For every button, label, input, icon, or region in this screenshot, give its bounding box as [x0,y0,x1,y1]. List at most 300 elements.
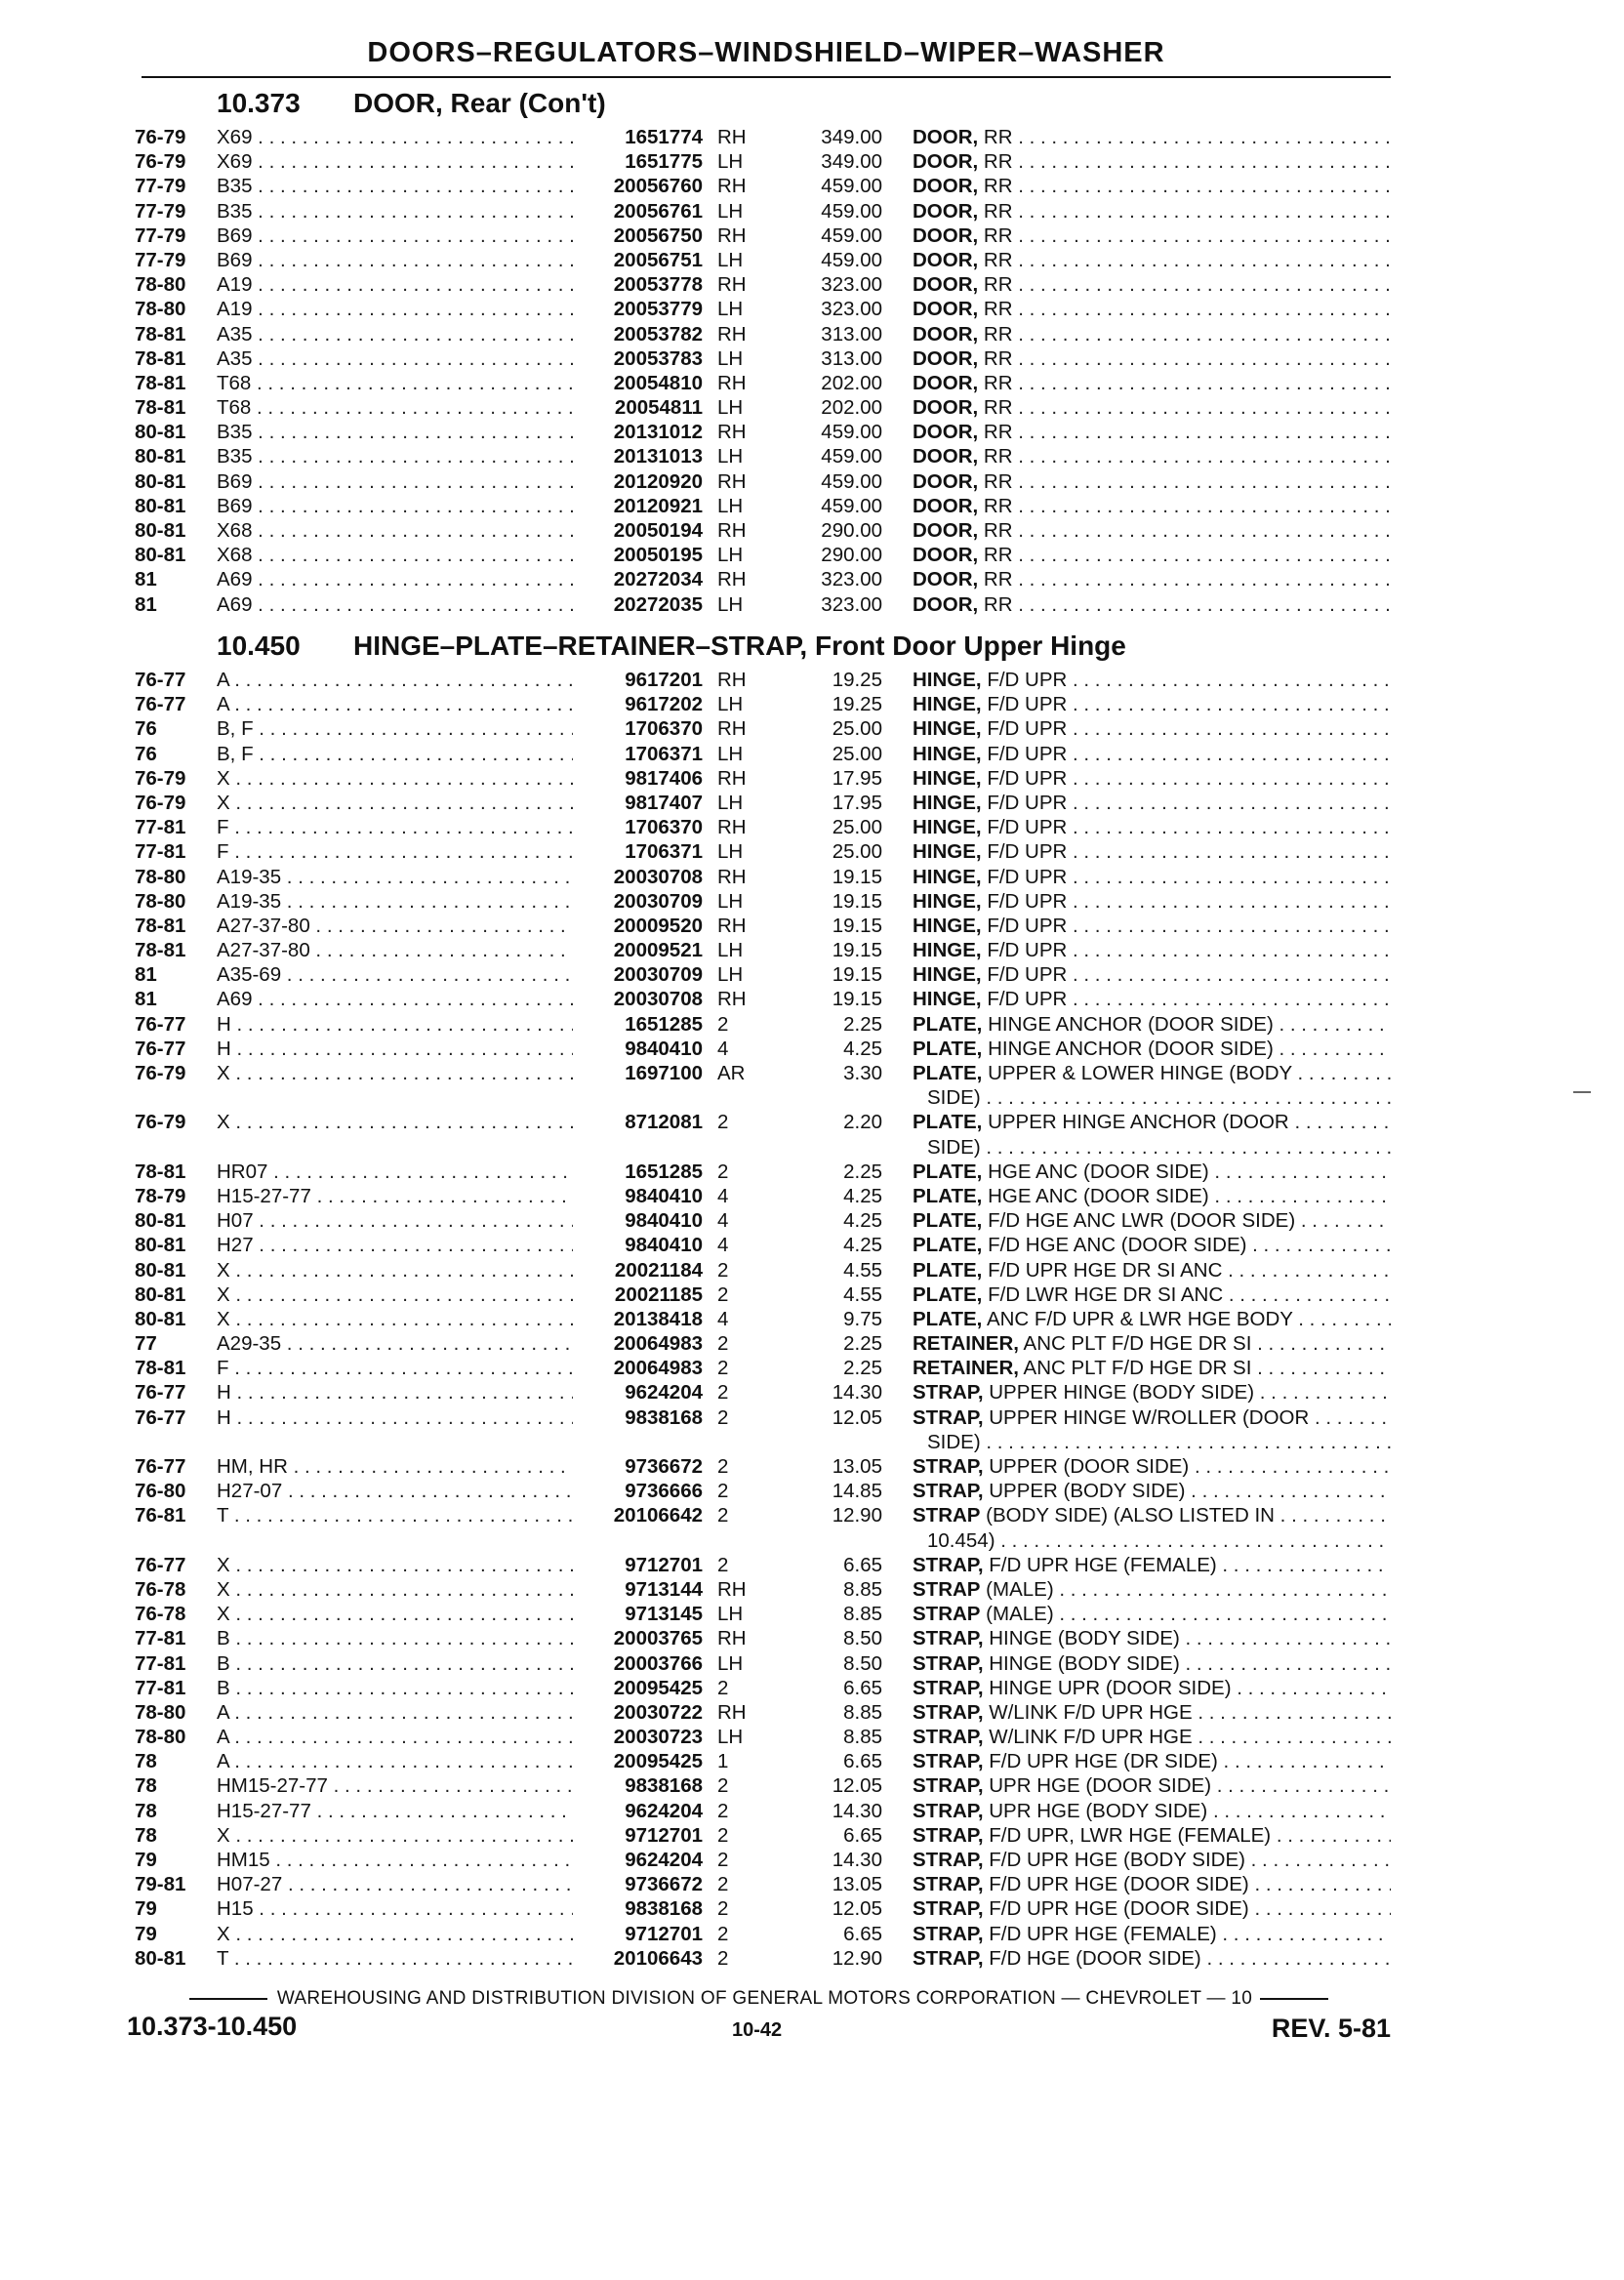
part-description [913,543,1391,567]
part-number: 20030723 [610,1725,703,1749]
part-description [913,1233,1391,1257]
part-description-keyword: HINGE, [913,766,982,790]
part-description-keyword: HINGE, [913,865,982,888]
list-price: 202.00 [821,396,882,420]
part-description [913,742,1391,766]
part-description-text: RR [978,150,1013,174]
part-description-keyword: DOOR, [913,421,979,444]
part-description-text: F/D UPR HGE (FEMALE) [983,1553,1217,1576]
model-years: 80-81 [135,445,186,468]
table-row-continuation [0,1528,1624,1553]
part-description-keyword: HINGE, [913,914,982,937]
part-number: 9617202 [621,692,703,716]
list-price: 4.25 [843,1184,882,1207]
list-price: 19.15 [832,914,882,937]
footer-section-range: 10.373-10.450 [127,2012,298,2041]
model-codes: H . . . [217,1380,573,1405]
model-years: 78-80 [135,273,186,297]
list-price: 4.55 [843,1282,882,1306]
part-description [913,149,1391,174]
part-number: 20064983 [610,1356,703,1380]
list-price: 6.65 [843,1553,882,1576]
part-description-text: RR [978,519,1013,542]
quantity: LH [717,693,744,716]
part-description [913,1184,1391,1208]
table-row [0,1208,1624,1233]
part-description-keyword: HINGE, [913,717,982,741]
table-row-continuation [0,1135,1624,1160]
model-years: 78-79 [135,1184,186,1207]
part-description-keyword: HINGE, [913,669,982,691]
part-description [913,1380,1391,1405]
model-years: 76-77 [135,693,186,716]
model-years: 76-79 [135,1062,186,1084]
part-number: 9736672 [621,1454,703,1479]
list-price: 12.90 [832,1946,882,1970]
part-description [913,1454,1391,1479]
list-price: 19.25 [832,669,882,691]
list-price: 13.05 [832,1873,882,1896]
list-price: 9.75 [843,1307,882,1330]
model-years: 76-79 [135,126,186,148]
part-number: 20095425 [610,1676,703,1700]
part-number: 20030709 [610,962,703,987]
part-description-keyword: PLATE, [913,1037,983,1060]
list-price: 13.05 [832,1455,882,1478]
model-years: 80-81 [135,519,186,542]
part-description-keyword: HINGE, [913,939,982,962]
part-description-text: RR [978,273,1013,297]
list-price: 313.00 [821,346,882,370]
footer-organization: WAREHOUSING AND DISTRIBUTION DIVISION OF GENERAL MOTORS CORPORATION — CHEVROLET — 10 [127,1988,1391,2010]
list-price: 202.00 [821,371,882,394]
part-description [913,865,1391,889]
part-description-text: F/D UPR [981,766,1068,790]
part-description-text: UPPER (BODY SIDE) [983,1480,1186,1503]
part-description [913,1282,1391,1307]
part-description-keyword: STRAP, [913,1405,984,1429]
table-row [0,1307,1624,1331]
table-row-continuation [0,1085,1624,1110]
part-description-keyword: STRAP, [913,1700,984,1724]
part-description-text: W/LINK F/D UPR HGE [983,1726,1193,1749]
part-description [913,938,1391,962]
model-years: 80-81 [135,1282,186,1306]
quantity: RH [717,1700,747,1724]
table-row [0,224,1624,248]
table-row [0,1749,1624,1773]
quantity: LH [717,963,744,987]
part-number: 9840410 [621,1208,703,1233]
table-row [0,1799,1624,1823]
table-row [0,1848,1624,1872]
table-row [0,1896,1624,1921]
table-row [0,1012,1624,1037]
part-description-continuation: 10.454) . . . [927,1528,1391,1553]
part-description-text: RR [978,175,1013,198]
quantity: LH [717,1651,744,1675]
part-description-keyword: DOOR, [913,126,979,148]
table-row [0,716,1624,741]
model-codes: B35 . . . [217,420,573,444]
part-description-keyword: STRAP, [913,1774,984,1798]
list-price: 4.25 [843,1209,882,1233]
model-years: 78-80 [135,1726,186,1749]
model-codes: X . . . [217,1061,573,1085]
part-description-text: RR [978,494,1013,517]
part-description [913,371,1391,395]
part-description-keyword: STRAP, [913,1627,984,1650]
part-number: 20131012 [610,420,703,444]
model-codes: T . . . [217,1503,573,1527]
part-description [913,1823,1391,1848]
list-price: 12.90 [832,1504,882,1527]
part-description-text: F/D UPR [981,816,1068,839]
table-row [0,1233,1624,1257]
model-codes: H15-27-77 . . . [217,1184,573,1208]
list-price: 2.25 [843,1012,882,1036]
quantity: RH [717,717,747,741]
quantity: 2 [717,1774,729,1798]
part-description-keyword: STRAP, [913,1651,984,1675]
list-price: 459.00 [821,248,882,271]
table-row [0,1725,1624,1749]
model-years: 76-77 [135,669,186,691]
part-description [913,494,1391,518]
model-codes: X68 . . . [217,518,573,543]
model-years: 80-81 [135,469,186,493]
part-description [913,1922,1391,1946]
part-description-text: ANC PLT F/D HGE DR SI [1018,1357,1252,1380]
part-description [913,716,1391,741]
quantity: RH [717,914,747,937]
part-description-keyword: DOOR, [913,298,979,321]
list-price: 17.95 [832,766,882,790]
page-header [142,35,1391,78]
model-years: 76-78 [135,1603,186,1626]
part-number: 1706371 [621,742,703,766]
model-codes: H . . . [217,1405,573,1430]
part-number: 20138418 [610,1307,703,1331]
part-number: 20050195 [610,543,703,567]
model-years: 77-81 [135,1676,186,1699]
part-description [913,1773,1391,1798]
part-description [913,1896,1391,1921]
part-description [913,322,1391,346]
quantity: RH [717,469,747,493]
model-years: 78-81 [135,939,186,962]
part-description-text: HINGE UPR (DOOR SIDE) [983,1676,1232,1699]
part-number: 9624204 [621,1848,703,1872]
quantity: 2 [717,1455,729,1478]
quantity: LH [717,199,744,223]
list-price: 459.00 [821,421,882,444]
model-codes: A27-37-80 . . . [217,938,573,962]
quantity: RH [717,1627,747,1650]
part-description-keyword: PLATE, [913,1012,983,1036]
table-row [0,1946,1624,1971]
model-codes: X . . . [217,1307,573,1331]
part-number: 9736672 [621,1872,703,1896]
part-description-keyword: STRAP, [913,1750,984,1773]
quantity: LH [717,396,744,420]
part-number: 8712081 [621,1110,703,1134]
part-description-keyword: HINGE, [913,693,982,716]
model-codes: B69 . . . [217,224,573,248]
list-price: 459.00 [821,469,882,493]
model-codes: HR07 . . . [217,1160,573,1184]
model-years: 77-79 [135,175,186,198]
quantity: RH [717,988,747,1011]
part-description-keyword: DOOR, [913,371,979,394]
part-description [913,1626,1391,1650]
part-number: 9840410 [621,1037,703,1061]
model-codes: A19 . . . [217,272,573,297]
part-description [913,791,1391,815]
part-description [913,346,1391,371]
model-years: 76-79 [135,791,186,814]
part-description [913,1307,1391,1331]
table-row [0,248,1624,272]
model-codes: A69 . . . [217,567,573,591]
table-row [0,839,1624,864]
quantity: 1 [717,1750,729,1773]
model-codes: A35-69 . . . [217,962,573,987]
quantity: LH [717,1603,744,1626]
footer-revision: REV. 5-81 [1271,2014,1391,2043]
table-row [0,371,1624,395]
model-years: 81 [135,592,157,616]
model-years: 76-79 [135,1111,186,1134]
model-years: 81 [135,988,157,1011]
part-description-text: RR [978,224,1013,247]
model-codes: B . . . [217,1626,573,1650]
quantity: LH [717,248,744,271]
part-description-keyword: STRAP, [913,1823,984,1847]
quantity: 2 [717,1258,729,1282]
part-description-keyword: PLATE, [913,1258,983,1282]
part-description-keyword: STRAP, [913,1455,984,1478]
part-description [913,272,1391,297]
table-row [0,987,1624,1011]
model-codes: B69 . . . [217,469,573,494]
part-description-keyword: DOOR, [913,469,979,493]
part-number: 20021184 [611,1258,703,1282]
model-years: 80-81 [135,494,186,517]
model-years: 79 [135,1849,157,1871]
part-description [913,1037,1391,1061]
part-description-text: HINGE (BODY SIDE) [983,1651,1180,1675]
table-row [0,766,1624,791]
part-number: 20009520 [610,914,703,938]
part-description-text: RR [978,592,1013,616]
part-number: 20053782 [610,322,703,346]
footer-page-number: 10-42 [732,2019,783,2041]
part-number: 9817407 [621,791,703,815]
table-row-continuation [0,1430,1624,1454]
model-years: 78-80 [135,1700,186,1724]
part-description-text: (MALE) [980,1577,1054,1601]
list-price: 8.50 [843,1627,882,1650]
model-codes: T68 . . . [217,371,573,395]
table-row [0,1773,1624,1798]
part-number: 20053778 [610,272,703,297]
part-description [913,248,1391,272]
part-description [913,914,1391,938]
section-name: HINGE–PLATE–RETAINER–STRAP, Front Door Upper Hinge [353,631,1126,661]
model-years: 76-78 [135,1577,186,1601]
part-description-text: RR [978,469,1013,493]
model-codes: X . . . [217,1602,573,1626]
quantity: LH [717,150,744,174]
part-description-text: F/D UPR [981,939,1068,962]
part-number: 20021185 [611,1282,703,1307]
part-number: 1697100 [621,1061,703,1085]
part-description-keyword: PLATE, [913,1184,983,1207]
part-number: 20009521 [610,938,703,962]
model-codes: B35 . . . [217,199,573,224]
part-description-keyword: PLATE, [913,1234,983,1257]
part-description [913,1725,1391,1749]
section-name: DOOR, Rear (Con't) [353,88,606,118]
model-years: 77-81 [135,840,186,864]
list-price: 19.15 [832,939,882,962]
model-codes: HM15 . . . [217,1848,573,1872]
model-codes: B35 . . . [217,444,573,468]
model-years: 80-81 [135,1234,186,1257]
table-row [0,791,1624,815]
quantity: 4 [717,1184,729,1207]
part-description-keyword: DOOR, [913,224,979,247]
list-price: 17.95 [832,791,882,814]
model-codes: B, F . . . [217,716,573,741]
part-description-keyword: DOOR, [913,568,979,591]
part-description [913,1110,1391,1134]
table-row [0,1503,1624,1527]
model-codes: A19-35 . . . [217,865,573,889]
part-description [913,297,1391,321]
part-description-keyword: PLATE, [913,1062,983,1084]
model-codes: H27-07 . . . [217,1479,573,1503]
part-description-text: RR [978,544,1013,567]
model-years: 80-81 [135,544,186,567]
quantity: RH [717,175,747,198]
part-description-keyword: HINGE, [913,840,982,864]
part-description [913,1331,1391,1356]
part-number: 20054810 [610,371,703,395]
list-price: 2.20 [843,1111,882,1134]
list-price: 290.00 [821,519,882,542]
quantity: RH [717,568,747,591]
model-years: 77 [135,1332,157,1356]
part-description-continuation: SIDE) . . . [927,1135,1391,1160]
part-description [913,889,1391,914]
table-row [0,742,1624,766]
part-number: 1706370 [621,815,703,839]
part-description [913,1946,1391,1971]
part-description [913,469,1391,494]
part-number: 1651285 [621,1160,703,1184]
part-description [913,1651,1391,1676]
part-description-text: RR [978,199,1013,223]
model-years: 80-81 [135,1946,186,1970]
part-description [913,1749,1391,1773]
model-years: 78 [135,1774,157,1798]
part-number: 1706370 [621,716,703,741]
part-description-keyword: DOOR, [913,175,979,198]
part-description-text: HINGE ANCHOR (DOOR SIDE) [982,1012,1274,1036]
quantity: RH [717,816,747,839]
part-description [913,1356,1391,1380]
part-description-text: F/D UPR [981,840,1068,864]
part-description-text: HGE ANC (DOOR SIDE) [982,1160,1209,1183]
part-description [913,1503,1391,1527]
quantity: LH [717,791,744,814]
quantity: 2 [717,1922,729,1945]
part-description [913,1848,1391,1872]
part-description-text: HINGE (BODY SIDE) [983,1627,1180,1650]
model-codes: H15-27-77 . . . [217,1799,573,1823]
model-years: 76-77 [135,1553,186,1576]
model-years: 76-80 [135,1480,186,1503]
list-price: 14.30 [832,1799,882,1822]
table-row [0,494,1624,518]
quantity: 2 [717,1012,729,1036]
model-years: 76-79 [135,766,186,790]
quantity: LH [717,742,744,765]
part-description-keyword: STRAP, [913,1726,984,1749]
table-row [0,592,1624,617]
part-description-text: UPPER & LOWER HINGE (BODY [982,1062,1292,1084]
part-number: 20003766 [610,1651,703,1676]
model-codes: A . . . [217,1725,573,1749]
part-description-keyword: DOOR, [913,519,979,542]
quantity: RH [717,371,747,394]
part-description-keyword: STRAP, [913,1873,984,1896]
table-row [0,668,1624,692]
part-number: 9817406 [621,766,703,791]
part-description [913,1160,1391,1184]
model-years: 77-81 [135,816,186,839]
table-row [0,1676,1624,1700]
quantity: 2 [717,1849,729,1871]
section-number: 10.373 [217,88,301,118]
quantity: 2 [717,1946,729,1970]
part-number: 20120920 [610,469,703,494]
model-codes: A . . . [217,1749,573,1773]
model-codes: H . . . [217,1037,573,1061]
model-years: 76-77 [135,1037,186,1060]
list-price: 6.65 [843,1750,882,1773]
part-description-text: ANC PLT F/D HGE DR SI [1018,1332,1252,1356]
quantity: LH [717,346,744,370]
list-price: 8.85 [843,1726,882,1749]
list-price: 19.15 [832,988,882,1011]
list-price: 349.00 [821,126,882,148]
model-years: 77-79 [135,248,186,271]
list-price: 19.15 [832,963,882,987]
table-row [0,272,1624,297]
model-years: 78-80 [135,889,186,913]
list-price: 459.00 [821,175,882,198]
part-description [913,1553,1391,1577]
part-number: 20106643 [610,1946,703,1971]
part-description [913,199,1391,224]
part-number: 20053779 [610,297,703,321]
model-codes: X68 . . . [217,543,573,567]
table-row [0,865,1624,889]
list-price: 19.15 [832,889,882,913]
